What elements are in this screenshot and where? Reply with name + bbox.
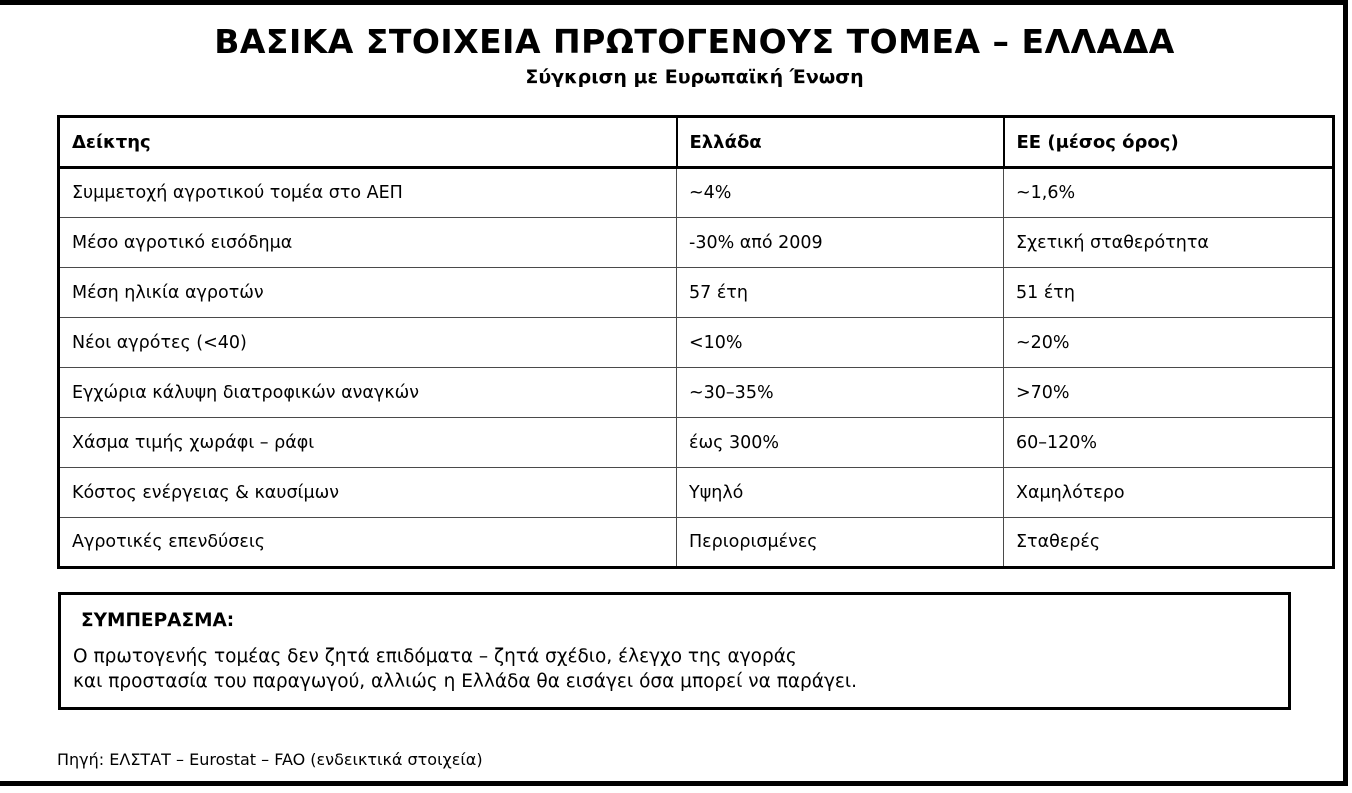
cell-eu: >70%: [1004, 368, 1334, 418]
conclusion-box: [58, 592, 1291, 710]
cell-greece: Περιορισμένες: [677, 518, 1004, 568]
cell-indicator: Συμμετοχή αγροτικού τομέα στο ΑΕΠ: [59, 168, 677, 218]
cell-indicator: Αγροτικές επενδύσεις: [59, 518, 677, 568]
cell-indicator: Κόστος ενέργειας & καυσίμων: [59, 468, 677, 518]
column-header-indicator: Δείκτης: [59, 117, 677, 168]
cell-greece: <10%: [677, 318, 1004, 368]
cell-eu: ~20%: [1004, 318, 1334, 368]
cell-indicator: Μέση ηλικία αγροτών: [59, 268, 677, 318]
cell-indicator: Εγχώρια κάλυψη διατροφικών αναγκών: [59, 368, 677, 418]
cell-greece: ~4%: [677, 168, 1004, 218]
cell-indicator: Χάσμα τιμής χωράφι – ράφι: [59, 418, 677, 468]
conclusion-line-1: Ο πρωτογενής τομέας δεν ζητά επιδόματα – ζητά σχέδιο, έλεγχο της αγοράς: [73, 646, 797, 667]
table-row: [59, 518, 1334, 568]
cell-greece: Υψηλό: [677, 468, 1004, 518]
table-row: [59, 468, 1334, 518]
cell-eu: 60–120%: [1004, 418, 1334, 468]
cell-eu: Σταθερές: [1004, 518, 1334, 568]
cell-indicator: Μέσο αγροτικό εισόδημα: [59, 218, 677, 268]
cell-greece: έως 300%: [677, 418, 1004, 468]
comparison-table: [57, 115, 1335, 569]
page-title: ΒΑΣΙΚΑ ΣΤΟΙΧΕΙΑ ΠΡΩΤΟΓΕΝΟΥΣ ΤΟΜΕΑ – ΕΛΛΑΔΑ: [214, 22, 1175, 61]
cell-greece: -30% από 2009: [677, 218, 1004, 268]
conclusion-line-2: και προστασία του παραγωγού, αλλιώς η Ελλάδα θα εισάγει όσα μπορεί να παράγει.: [73, 671, 858, 692]
cell-indicator: Νέοι αγρότες (<40): [59, 318, 677, 368]
table-row: [59, 268, 1334, 318]
cell-eu: 51 έτη: [1004, 268, 1334, 318]
cell-greece: ~30–35%: [677, 368, 1004, 418]
column-header-greece: Ελλάδα: [677, 117, 1004, 168]
conclusion-heading: ΣΥΜΠΕΡΑΣΜΑ:: [81, 610, 235, 631]
table-row: [59, 218, 1334, 268]
column-header-eu: ΕΕ (μέσος όρος): [1004, 117, 1334, 168]
table-row: [59, 168, 1334, 218]
table-row: [59, 318, 1334, 368]
table-header-row: [59, 117, 1334, 168]
cell-eu: Σχετική σταθερότητα: [1004, 218, 1334, 268]
cell-eu: ~1,6%: [1004, 168, 1334, 218]
cell-greece: 57 έτη: [677, 268, 1004, 318]
table-row: [59, 368, 1334, 418]
conclusion-text: [73, 644, 1288, 694]
table-row: [59, 418, 1334, 468]
page-subtitle: Σύγκριση με Ευρωπαϊκή Ένωση: [525, 66, 864, 88]
cell-eu: Χαμηλότερο: [1004, 468, 1334, 518]
source-note: Πηγή: ΕΛΣΤΑΤ – Eurostat – FAO (ενδεικτικά στοιχεία): [57, 750, 483, 769]
